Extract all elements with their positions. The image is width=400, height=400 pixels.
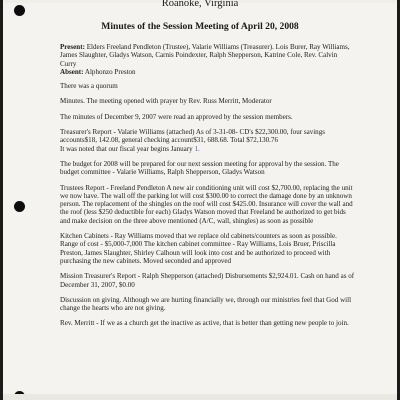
attendance-block: [60, 43, 355, 76]
absent-text: Alphonzo Preston: [84, 67, 136, 76]
minutes-body: [60, 43, 355, 335]
present-text: Elders Freeland Pendleton (Trustee), Valarie Williams (Treasurer). Lois Burer, Ray Williams, James Slaughter, Gladys Watson, Carnis Poindexter, Ralph Shepperson, Katrine Cole, Rev. Calvin Curry: [60, 43, 350, 68]
kitchen-cabinets-paragraph: Kitchen Cabinets - Ray Williams moved that we replace old cabinets/counters as soon as possible. Range of cost - $5,000-7,000 The kitchen cabinet committee - Ray Williams, Lois Bruer, Priscilla Preston, James Slaughter, Shirley Calhoun will look into cost and be authorized to proceed with purchasing the new cabinets. Moved seconded and approved: [60, 232, 337, 265]
quorum-line: There was a quorum: [60, 82, 118, 91]
page-bottom-edge: [3, 394, 397, 400]
fiscal-year-note: It was noted that our fiscal year begins January: [60, 144, 195, 153]
discussion-paragraph: Discussion on giving. Although we are hurting financially we, through our ministries feel that God will change the hearts who are not giving.: [60, 295, 352, 313]
document-header: [3, 0, 397, 32]
binder-hole-middle: [14, 201, 25, 212]
treasurer-text: Treasurer's Report - Valarie Williams (attached) As of 3-31-08- CD's $22,300.00, four savings accounts$18, 142.08, general checking account$31, 688.68. Total $72,130.76: [60, 128, 325, 145]
absent-label: Absent:: [60, 67, 84, 76]
treasurer-report: [60, 128, 355, 153]
budget-paragraph: The budget for 2008 will be prepared for our next session meeting for approval by the session. The budget committee - Valarie Williams, Ralph Shepperson, Gladys Watson: [60, 159, 339, 177]
minutes-line: Minutes. The meeting opened with prayer by Rev. Russ Merritt, Moderator: [60, 97, 272, 106]
document-title: Minutes of the Session Meeting of April 20, 2008: [101, 21, 299, 32]
document-page: [3, 0, 397, 400]
december-minutes-line: The minutes of December 9, 2007 were read an approved by the session members.: [60, 112, 293, 121]
merritt-paragraph: Rev. Merritt - If we as a church get the inactive as active, that is better than getting new people to join.: [60, 319, 349, 328]
location-line: Roanoke, Virginia: [161, 0, 239, 9]
mission-treasurer-report: Mission Treasurer's Report - Ralph Shepperson (attached) Disbursements $2,924.01. Cash on hand as of December 31, 2007, $0.00: [60, 272, 355, 289]
present-label: Present:: [60, 43, 85, 51]
trustees-report: Trustees Report - Freeland Pendleton A new air conditioning unit will cost $2,700.00, replacing the unit we now have. The wall off the parking lot will cost $300.00 to correct the damage done by an unknown person. The replacement of the shingles on the roof will cost $425.00. Insurance will cover the wall and the roof (less $250 deductible for each) Gladys Watson moved that Freeland be authorized to get bids and make decision on the three above mentioned (A/C, wall, shingles) as soon as possible: [60, 183, 353, 225]
handwritten-annotation: 1.: [194, 144, 200, 153]
